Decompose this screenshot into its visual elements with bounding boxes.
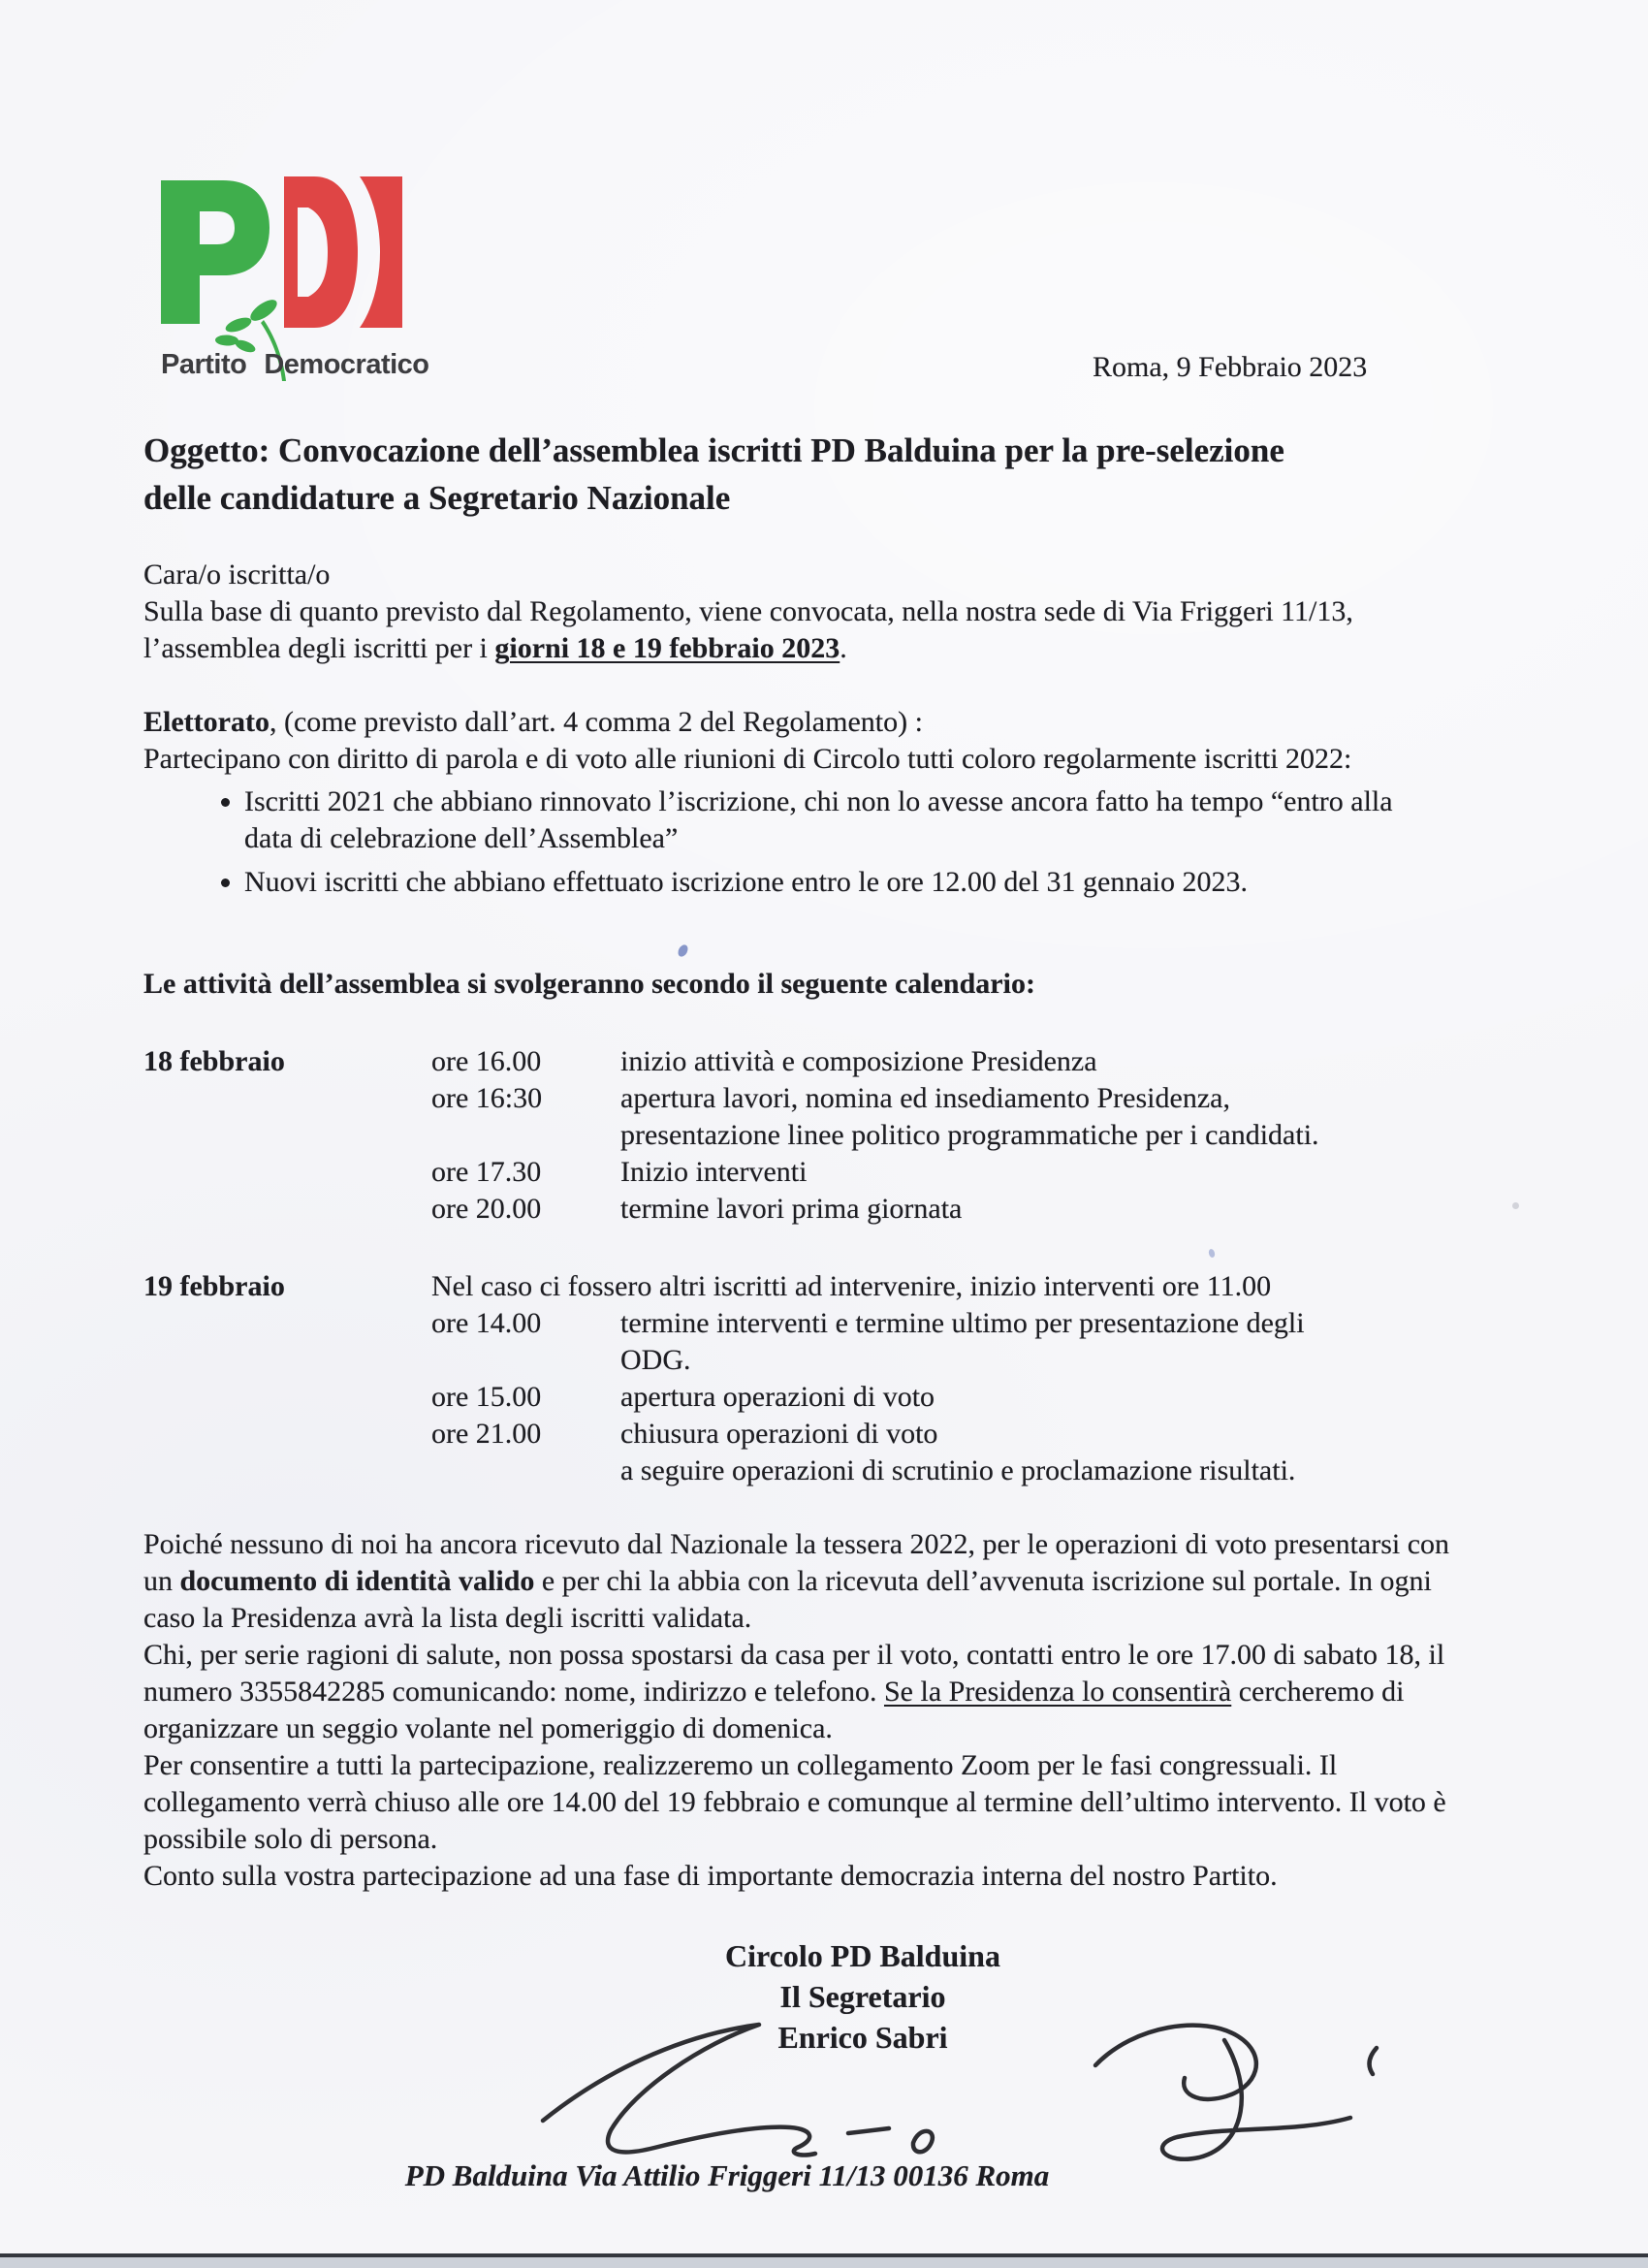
closing-paragraph-1 (143, 1526, 1452, 1637)
signature-org: Circolo PD Balduina (725, 1938, 1000, 1973)
schedule-desc: apertura lavori, nomina ed insediamento Presidenza, (620, 1082, 1230, 1114)
intro-section (143, 557, 1452, 667)
letter-date: Roma, 9 Febbraio 2023 (1093, 351, 1368, 383)
schedule-day-1 (143, 1043, 1501, 1228)
salutation: Cara/o iscritta/o (143, 559, 331, 591)
schedule-time (431, 1342, 620, 1379)
id-document-emphasis: documento di identità valido (179, 1565, 535, 1597)
electorate-body: Partecipano con diritto di parola e di voto alle riunioni di Circolo tutti coloro regolarmente iscritti 2022: (143, 743, 1352, 775)
closing-p1-rest: e per chi la abbia con la ricevuta dell’avvenuta iscrizione sul portale. In ogni caso la Presidenza avrà la lista degli iscritti validata. (143, 1565, 1432, 1634)
subject-line-2: delle candidature a Segretario Nazionale (143, 479, 731, 517)
schedule-desc: chiusura operazioni di voto (620, 1418, 938, 1450)
schedule-time: ore 20.00 (431, 1193, 542, 1225)
schedule-time: ore 15.00 (431, 1381, 542, 1413)
schedule-desc: apertura operazioni di voto (620, 1381, 935, 1413)
subject-line-1: Oggetto: Convocazione dell’assemblea iscritti PD Balduina per la pre-selezione (143, 431, 1284, 469)
footer-address: PD Balduina Via Attilio Friggeri 11/13 00136 Roma (404, 2158, 1050, 2192)
subject-heading (143, 427, 1501, 522)
logo-caption (161, 349, 429, 381)
schedule-desc: termine lavori prima giornata (620, 1193, 963, 1225)
logo-letter-p (161, 180, 269, 324)
electorate-lead: Elettorato (143, 706, 269, 738)
schedule-desc: Inizio interventi (620, 1156, 808, 1188)
ink-speck (1208, 1248, 1216, 1258)
schedule-time (431, 1117, 620, 1154)
closing-p2-rest: cercheremo di organizzare un seggio volante nel pomeriggio di domenica. (143, 1676, 1405, 1744)
day-label: 18 febbraio (143, 1045, 285, 1077)
day-label: 19 febbraio (143, 1270, 285, 1302)
closing-p1-text: Poiché nessuno di noi ha ancora ricevuto dal Nazionale la tessera 2022, per le operazioni di voto presentarsi con un (143, 1528, 1450, 1597)
schedule-time: ore 17.30 (431, 1156, 542, 1188)
closing-paragraph-3: Per consentire a tutti la partecipazione, realizzeremo un collegamento Zoom per le fasi congressuali. Il collegamento verrà chiuso alle ore 14.00 del 19 febbraio e comunque al termine dell’ultimo intervento. Il voto è possibile solo di persona. (143, 1749, 1446, 1855)
bullet-item-new-members: • Nuovi iscritti che abbiano effettuato iscrizione entro le ore 12.00 del 31 gennaio 2023. (244, 864, 1446, 901)
scan-edge-strip (0, 2257, 1648, 2268)
schedule-desc: inizio attività e composizione Presidenza (620, 1045, 1097, 1077)
emphasis-dates: giorni 18 e 19 febbraio 2023 (494, 632, 840, 664)
logo-caption-partito: Partito (161, 349, 247, 380)
schedule-day-2 (143, 1268, 1501, 1489)
bullet-item-renewals: • Iscritti 2021 che abbiano rinnovato l’iscrizione, chi non lo avesse ancora fatto ha tempo “entro alla data di celebrazione dell’Assemblea” (244, 783, 1446, 857)
calendar-heading: Le attività dell’assemblea si svolgeranno secondo il seguente calendario: (143, 968, 1035, 1000)
schedule-time: ore 14.00 (431, 1307, 542, 1339)
presidenza-underline: Se la Presidenza lo consentirà (883, 1676, 1232, 1708)
intro-paragraph (143, 593, 1452, 667)
schedule-time: ore 16:30 (431, 1082, 543, 1114)
signature-role: Il Segretario (779, 1979, 946, 2014)
schedule-time (431, 1453, 620, 1489)
schedule-time: ore 21.00 (431, 1418, 542, 1450)
schedule-day2-intro: Nel caso ci fossero altri iscritti ad intervenire, inizio interventi ore 11.00 (431, 1270, 1272, 1302)
closing-section (143, 1526, 1452, 1895)
closing-paragraph-2 (143, 1637, 1452, 1747)
electorate-heading (143, 704, 1452, 741)
ink-speck (1512, 1202, 1519, 1209)
closing-p2-text: Chi, per serie ragioni di salute, non possa spostarsi da casa per il voto, contatti entro le ore 17.00 di sabato 18, il numero 3355842285 comunicando: nome, indirizzo e telefono. (143, 1639, 1445, 1708)
schedule-desc: ODG. (620, 1344, 691, 1376)
logo-letter-d-block (360, 176, 402, 328)
electorate-lead-rest: , (come previsto dall’art. 4 comma 2 del Regolamento) : (269, 706, 923, 738)
signature-name: Enrico Sabri (777, 2020, 948, 2055)
member-bullet-list (143, 783, 1452, 901)
schedule-desc: termine interventi e termine ultimo per presentazione degli (620, 1307, 1305, 1339)
handwritten-signature (528, 2009, 1401, 2172)
logo-letter-d-inner (284, 176, 358, 328)
closing-paragraph-4: Conto sulla vostra partecipazione ad una fase di importante democrazia interna del nostro Partito. (143, 1860, 1278, 1892)
logo-caption-democratico: Democratico (264, 349, 429, 380)
intro-text: Sulla base di quanto previsto dal Regolamento, viene convocata, nella nostra sede di Via Friggeri 11/13, l’assemblea degli iscritti per i (143, 595, 1353, 664)
electorate-section (143, 704, 1452, 908)
ink-speck (676, 943, 689, 959)
schedule-desc: presentazione linee politico programmatiche per i candidati. (620, 1119, 1319, 1151)
intro-period: . (840, 632, 847, 664)
schedule-desc: a seguire operazioni di scrutinio e proclamazione risultati. (620, 1454, 1296, 1486)
schedule-time: ore 16.00 (431, 1045, 542, 1077)
